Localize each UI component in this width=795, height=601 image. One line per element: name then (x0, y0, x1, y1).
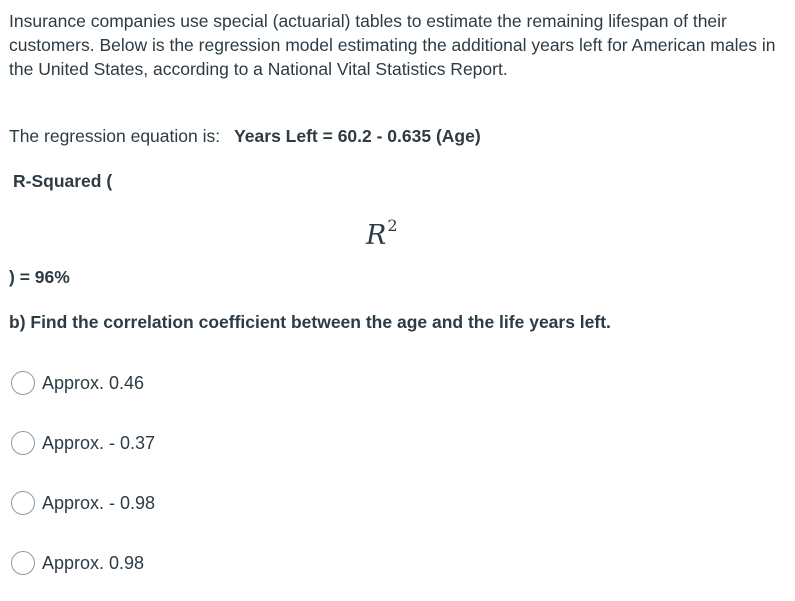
question-intro-text: Insurance companies use special (actuarial) tables to estimate the remaining lifespan of their customers. Below is the regression model estimating the additional years left for American males in the United States, according to a National Vital Statistics Report. (9, 11, 776, 79)
answer-option-label[interactable]: Approx. - 0.98 (42, 493, 156, 513)
radio-button-icon[interactable] (11, 551, 35, 575)
answer-option-4[interactable] (11, 549, 144, 577)
radio-button-icon[interactable] (11, 371, 35, 395)
regression-equation-label: The regression equation is: (9, 126, 221, 146)
answer-option-label[interactable]: Approx. 0.98 (42, 553, 145, 573)
answer-option-3[interactable] (11, 489, 155, 517)
answer-option-label[interactable]: Approx. 0.46 (42, 373, 145, 393)
question-prompt: b) Find the correlation coefficient between the age and the life years left. (9, 312, 611, 332)
answer-option-2[interactable] (11, 429, 155, 457)
math-exponent: 2 (387, 216, 398, 235)
answer-option-label[interactable]: Approx. - 0.37 (42, 433, 156, 453)
regression-equation-formula: Years Left = 60.2 - 0.635 (Age) (234, 126, 481, 146)
math-symbol: R (366, 220, 387, 251)
r-squared-label: R-Squared ( (13, 171, 113, 191)
answer-option-1[interactable] (11, 369, 144, 397)
r-squared-math-formula (366, 212, 398, 253)
radio-button-icon[interactable] (11, 431, 35, 455)
r-squared-value: ) = 96% (9, 267, 70, 287)
radio-button-icon[interactable] (11, 491, 35, 515)
regression-equation-line (9, 124, 481, 148)
